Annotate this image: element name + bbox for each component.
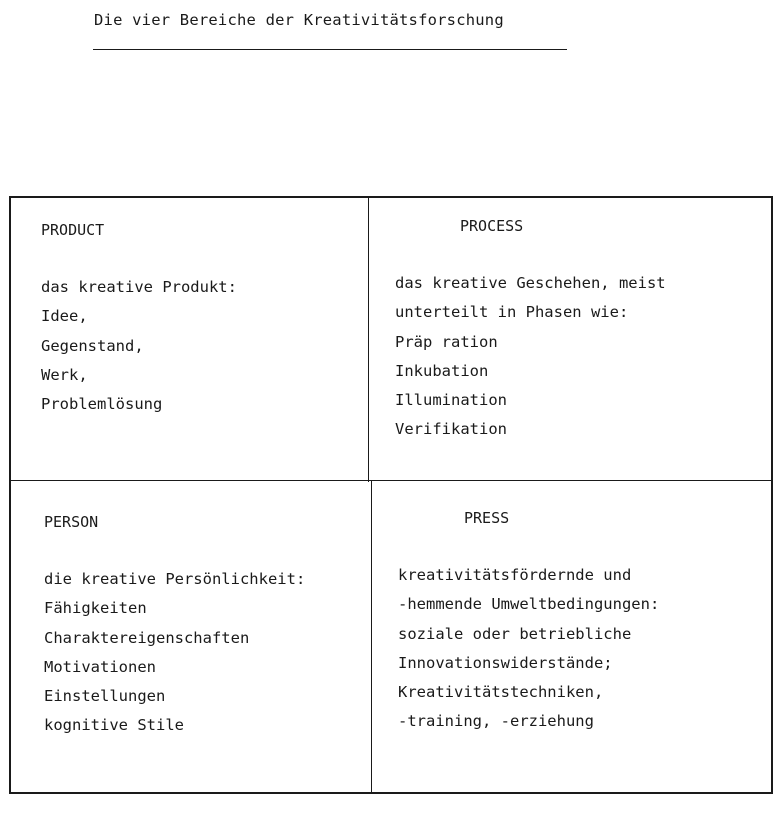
grid-divider-horizontal: [9, 480, 773, 481]
quadrant-person-line: Motivationen: [44, 657, 156, 676]
quadrant-press-line: Kreativitätstechniken,: [398, 683, 604, 702]
quadrant-process-line: Präp ration: [395, 332, 498, 351]
quadrant-product-heading: PRODUCT: [41, 221, 105, 239]
quadrant-product-line: Idee,: [41, 307, 88, 326]
quadrant-process-line: das kreative Geschehen, meist: [395, 274, 666, 292]
quadrant-press-line: kreativitätsfördernde und: [398, 566, 632, 584]
quadrant-person-line: die kreative Persönlichkeit:: [44, 570, 306, 588]
quadrant-person-text: [44, 565, 305, 741]
quadrant-press-line: soziale oder betriebliche: [398, 624, 632, 643]
quadrant-press-line: -hemmende Umweltbedingungen:: [398, 595, 660, 614]
quadrant-person-line: kognitive Stile: [44, 716, 184, 735]
grid-divider-vertical-bottom: [371, 480, 372, 794]
quadrant-process-line: Illumination: [395, 391, 507, 410]
quadrant-product-line: Problemlösung: [41, 395, 163, 414]
quadrant-product-line: Werk,: [41, 365, 88, 384]
quadrant-person-line: Charaktereigenschaften: [44, 628, 250, 647]
quadrant-person-line: Fähigkeiten: [44, 599, 147, 618]
quadrant-process-line: Verifikation: [395, 420, 507, 439]
quadrant-process-heading: PROCESS: [460, 217, 524, 235]
quadrant-press-line: -training, -erziehung: [398, 712, 594, 731]
page-title: Die vier Bereiche der Kreativitätsforschung: [94, 11, 504, 29]
grid-divider-vertical-top: [368, 196, 369, 482]
quadrant-person-heading: PERSON: [44, 513, 99, 531]
quadrant-process-line: unterteilt in Phasen wie:: [395, 303, 629, 322]
quadrant-product-line: das kreative Produkt:: [41, 278, 237, 296]
quadrant-product-line: Gegenstand,: [41, 336, 144, 355]
quadrant-product-text: [41, 273, 237, 419]
quadrant-press-text: [398, 561, 659, 737]
title-underline: [93, 49, 567, 50]
quadrant-press-line: Innovationswiderstände;: [398, 653, 613, 672]
quadrant-process-line: Inkubation: [395, 361, 489, 380]
quadrant-person-line: Einstellungen: [44, 687, 166, 706]
quadrant-press-heading: PRESS: [464, 509, 510, 527]
quadrant-process-text: [395, 269, 666, 445]
